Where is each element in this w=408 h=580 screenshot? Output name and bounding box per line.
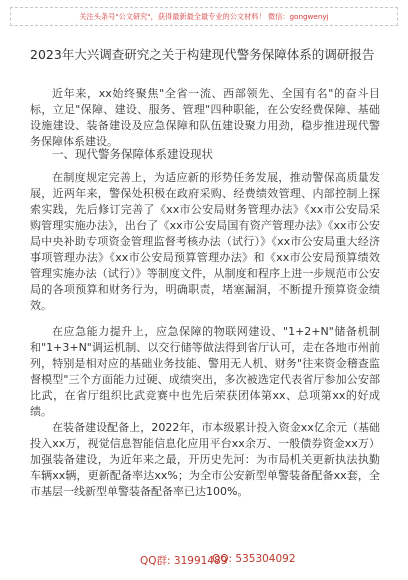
document-title: 2023年大兴调查研究之关于构建现代警务保障体系的调研报告 [30,47,375,62]
intro-paragraph: 近年来，xx始终聚焦"全省一流、西部领先、全国有名"的奋斗目标，立足"保障、建设、服务、管理"四种职能，在公安经费保障、基础设施建设、装备建设及应急保障和队伍建设聚力用劲，稳步推进现代警务保障体系建设。 [30,87,380,148]
footer-qq: QQ: 535304092 [212,553,296,565]
promo-banner: 关注头条号"公文研究"，获得最新最全最专业的公文材料！ 微信：gongwenyj [10,7,398,26]
body-paragraph-3: 在装备建设配备上，2022年，市本级累计投入资金xx亿余元（基础投入xx万，视觉信息智能信息化应用平台xx余万、一般债券资金xx万）加强装备建设，为近年来之最，开历史先河：为市局机关更新执法执勤车辆xx辆，更新配备率达xx%；为全市公安新型单警装备配备xx套，全市基层一线新型单警装备配备率已达100%。 [30,421,380,498]
body-paragraph-2: 在应急能力提升上，应急保障的物联网建设、"1+2+N"储备机制和"1+3+N"调运机制、以交行储等做法得到省厅认可，走在各地市州前列，特别是相对应的基础业务技能、警用无人机、财务"往来资金稽查监督模型"三个方面能力过硬、成绩突出，多次被选定代表省厅参加公安部比武，在省厅组织比武竞赛中也先后荣获团体第xx、总项第xx的好成绩。 [30,325,380,418]
footer [0,550,408,580]
body-paragraph-1: 在制度规定完善上，为适应新的形势任务发展，推动警保高质量发展，近两年来，警保处积极在政府采购、经费绩效管理、内部控制上探索实践，先后修订完善了《xx市公安局财务管理办法》《xx市公安局采购管理实施办法》，出台了《xx市公安局国有资产管理办法》《xx市公安局中央补助专项资金管理监督考核办法（试行）》《xx市公安局重大经济事项管理办法》《xx市公安局预算管理办法》和《xx市公安局预算绩效管理实施办法（试行）》等制度文件，从制度和程序上进一步规范市公安局的各项预算和财务行为，明确职责，堵塞漏洞，不断提升预算资金绩效。 [30,171,380,312]
section-heading: 一、现代警务保障体系建设现状 [52,147,213,161]
footer-qq-group: QQ群: 31991489 [140,555,228,567]
